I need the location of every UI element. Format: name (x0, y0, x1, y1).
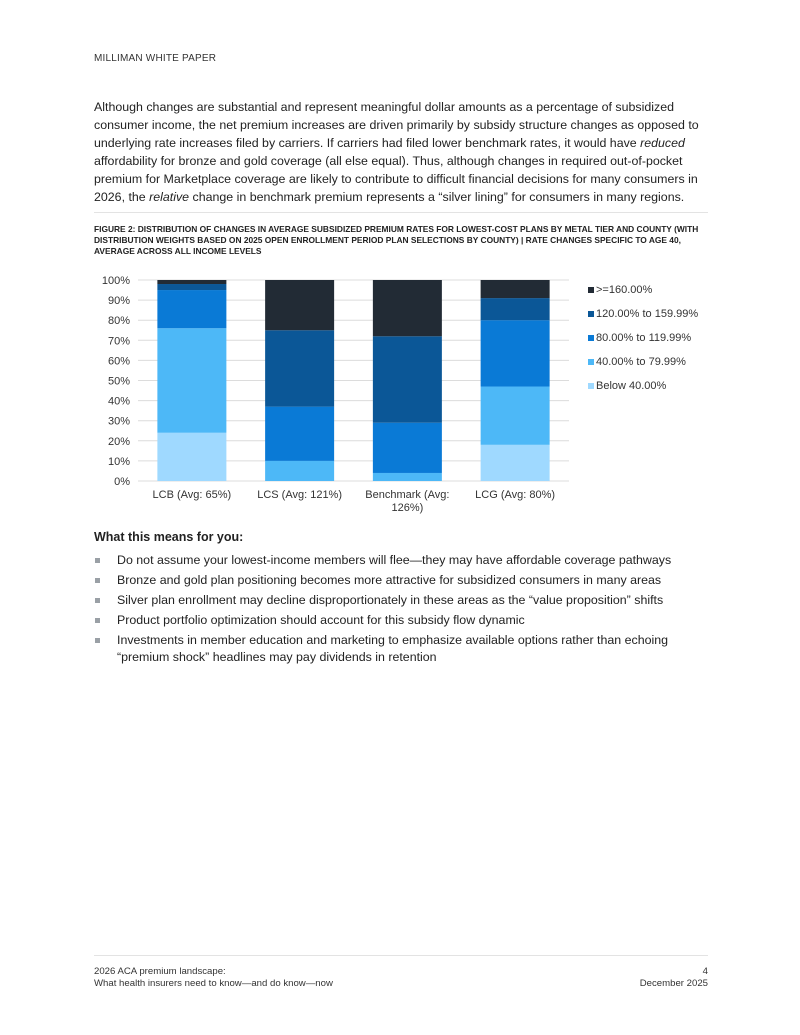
bullet-text: Silver plan enrollment may decline disproportionately in these areas as the “value proposition” shifts (117, 593, 664, 607)
bullet-square-icon (95, 638, 100, 643)
list-item (94, 592, 714, 609)
bullet-square-icon (95, 558, 100, 563)
legend-swatch (588, 383, 594, 389)
intro-paragraph (94, 98, 714, 206)
page-number: 4 (702, 966, 708, 977)
legend-swatch (588, 287, 594, 293)
bullet-list (94, 552, 714, 669)
footer-right (640, 966, 708, 989)
bar-segment (481, 280, 550, 298)
bullet-square-icon (95, 598, 100, 603)
y-tick-label: 0% (114, 476, 130, 488)
bar-segment (157, 280, 226, 284)
x-tick-label: Benchmark (Avg: 126%) (365, 489, 450, 514)
list-item (94, 572, 714, 589)
legend-label: 120.00% to 159.99% (596, 308, 699, 320)
figure-title: FIGURE 2: DISTRIBUTION OF CHANGES IN AVERAGE SUBSIDIZED PREMIUM RATES FOR LOWEST-COST PLANS BY METAL TIER AND COUNTY (WITH DISTRIBUTION WEIGHTS BASED ON 2025 OPEN ENROLLMENT PERIOD PLAN SELECTIONS BY COUNTY) | RATE CHANGES SPECIFIC TO AGE 40, AVERAGE ACROSS ALL INCOME LEVELS (94, 224, 699, 256)
bar-segment (157, 328, 226, 433)
bar-segment (481, 298, 550, 320)
intro-emphasis-relative: relative (149, 190, 190, 204)
intro-text-3: change in benchmark premium represents a “silver lining” for consumers in many regions. (189, 190, 685, 204)
footer-left (94, 966, 333, 989)
x-tick-label: LCS (Avg: 121%) (257, 489, 343, 501)
section-heading: What this means for you: (94, 530, 244, 544)
intro-emphasis-reduced: reduced (640, 136, 685, 150)
bar-segment (481, 387, 550, 445)
list-item (94, 552, 714, 569)
bullet-text: Product portfolio optimization should account for this subsidy flow dynamic (117, 613, 525, 627)
legend-swatch (588, 311, 594, 317)
bar-segment (157, 433, 226, 481)
y-tick-label: 10% (107, 455, 130, 468)
bar-segment (265, 280, 334, 330)
footer-divider (94, 955, 708, 956)
list-item (94, 632, 714, 666)
footer-title-line1: 2026 ACA premium landscape: (94, 966, 226, 977)
bullet-text: Do not assume your lowest-income members will flee—they may have affordable coverage pathways (117, 553, 672, 567)
y-tick-label: 80% (107, 315, 130, 328)
stacked-bar-chart (94, 266, 714, 521)
y-tick-label: 30% (107, 415, 130, 428)
intro-text-2: affordability for bronze and gold coverage (all else equal). Thus, although changes in required out-of-pocket premium for Marketplace coverage are likely to contribute to difficult financial decisions for many consumers in 2026, the (94, 154, 698, 204)
bar-segment (481, 445, 550, 481)
bullet-square-icon (95, 578, 100, 583)
x-tick-label: LCG (Avg: 80%) (475, 489, 556, 501)
figure-divider (94, 212, 708, 213)
legend-swatch (588, 359, 594, 365)
bar-segment (157, 290, 226, 328)
bar-segment (265, 407, 334, 461)
y-tick-label: 20% (107, 435, 130, 448)
y-tick-label: 50% (107, 375, 130, 388)
bar-segment (373, 336, 442, 422)
y-tick-label: 90% (107, 295, 130, 308)
bar-segment (373, 280, 442, 336)
bar-segment (373, 473, 442, 481)
bar-segment (265, 461, 334, 481)
legend-swatch (588, 335, 594, 341)
y-tick-label: 100% (101, 275, 130, 287)
footer-title-line2: What health insurers need to know—and do know—now (94, 977, 333, 989)
bar-segment (373, 423, 442, 473)
bullet-text: Investments in member education and marketing to emphasize available options rather than echoing “premium shock” headlines may pay dividends in retention (117, 633, 669, 664)
list-item (94, 612, 714, 629)
bullet-square-icon (95, 618, 100, 623)
bar-segment (265, 330, 334, 406)
legend-label: Below 40.00% (596, 380, 667, 392)
x-tick-label: LCB (Avg: 65%) (152, 489, 232, 501)
y-tick-label: 60% (107, 355, 130, 368)
legend-label: 40.00% to 79.99% (596, 356, 686, 368)
y-tick-label: 40% (107, 395, 130, 408)
bar-segment (481, 320, 550, 386)
header-label: MILLIMAN WHITE PAPER (94, 53, 217, 64)
footer-date: December 2025 (639, 977, 708, 989)
intro-text-1: Although changes are substantial and represent meaningful dollar amounts as a percentage of subsidized consumer income, the net premium increases are driven primarily by subsidy structure changes as opposed to underlying rate increases filed by carriers. If carriers had filed lower benchmark rates, it would have (94, 100, 699, 150)
legend-label: 80.00% to 119.99% (596, 332, 692, 344)
bullet-text: Bronze and gold plan positioning becomes more attractive for subsidized consumers in many areas (117, 573, 662, 587)
bar-segment (157, 284, 226, 290)
y-tick-label: 70% (107, 335, 130, 348)
legend-label: >=160.00% (596, 284, 653, 296)
